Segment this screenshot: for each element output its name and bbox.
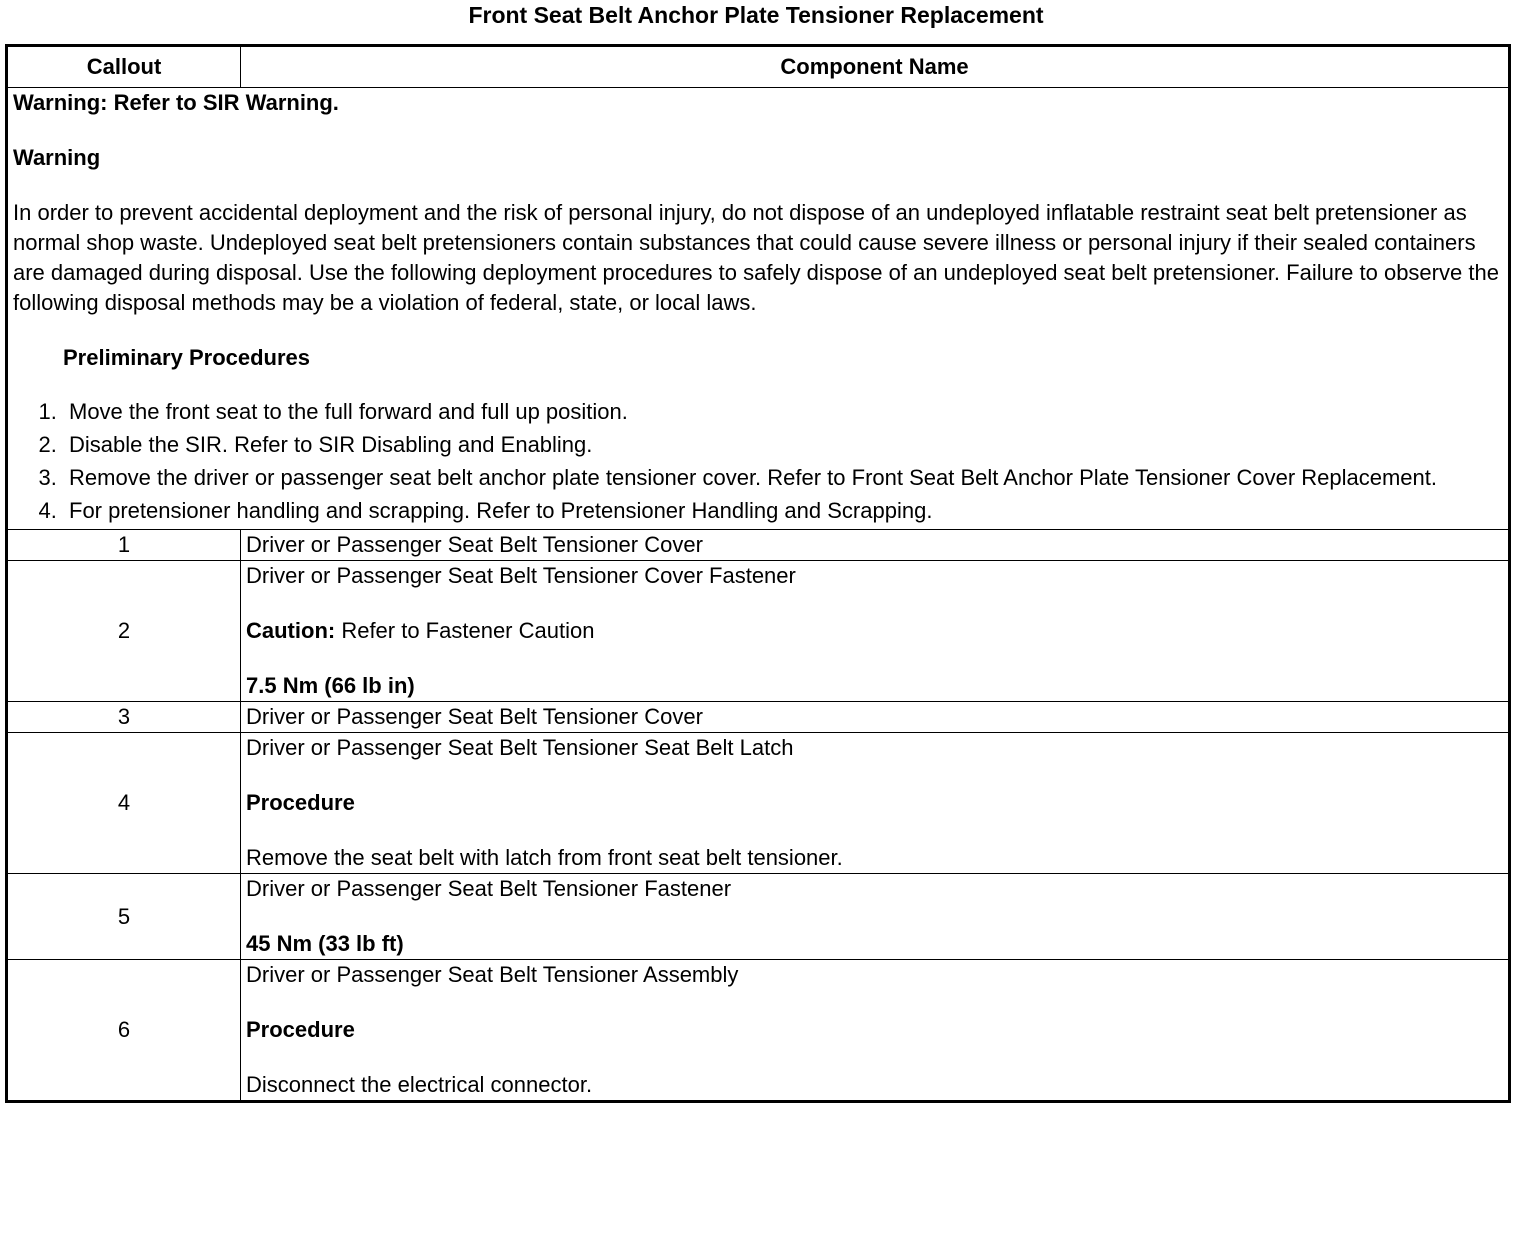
component-name: Driver or Passenger Seat Belt Tensioner Seat Belt Latch: [246, 735, 794, 760]
component-name-cell: [241, 561, 1510, 702]
caution-note: [246, 616, 1503, 646]
component-name-cell: [241, 733, 1510, 874]
callout-number: 1: [7, 530, 241, 561]
component-name-cell: [241, 960, 1510, 1102]
page-title: Front Seat Belt Anchor Plate Tensioner Replacement: [468, 2, 1044, 28]
torque-spec: 45 Nm (33 lb ft): [246, 931, 404, 956]
table-row: [7, 874, 1510, 960]
component-name-cell: [241, 530, 1510, 561]
table-row: [7, 530, 1510, 561]
callout-number: 2: [7, 561, 241, 702]
callout-column-header: Callout: [7, 46, 241, 88]
step-item: 1. Move the front seat to the full forward and full up position.: [63, 397, 1503, 427]
caution-label: Caution:: [246, 618, 336, 643]
component-name: Driver or Passenger Seat Belt Tensioner Assembly: [246, 962, 739, 987]
component-name-cell: [241, 702, 1510, 733]
component-name: Driver or Passenger Seat Belt Tensioner Cover: [246, 704, 703, 729]
callout-number: 3: [7, 702, 241, 733]
intro-cell: [7, 88, 1510, 530]
step-item: 4. For pretensioner handling and scrapping. Refer to Pretensioner Handling and Scrapping.: [63, 496, 1503, 526]
warning-reference: Warning: Refer to SIR Warning.: [13, 90, 339, 115]
table-row: [7, 561, 1510, 702]
table-row: [7, 960, 1510, 1102]
callout-number: 4: [7, 733, 241, 874]
callout-number: 6: [7, 960, 241, 1102]
procedure-text: Disconnect the electrical connector.: [246, 1072, 593, 1097]
component-name-cell: [241, 874, 1510, 960]
step-item: 2. Disable the SIR. Refer to SIR Disabling and Enabling.: [63, 430, 1503, 460]
caution-text: Refer to Fastener Caution: [335, 618, 595, 643]
table-row: [7, 702, 1510, 733]
component-table: [5, 44, 1511, 1103]
procedure-heading: Procedure: [246, 790, 355, 815]
callout-number: 5: [7, 874, 241, 960]
preliminary-steps-list: [13, 397, 1503, 526]
preliminary-procedures-heading: Preliminary Procedures: [63, 345, 311, 370]
step-item: 3. Remove the driver or passenger seat belt anchor plate tensioner cover. Refer to Front Seat Belt Anchor Plate Tensioner Cover Replacement.: [63, 463, 1503, 493]
procedure-heading: Procedure: [246, 1017, 355, 1042]
warning-text: In order to prevent accidental deployment and the risk of personal injury, do not dispose of an undeployed inflatable restraint seat belt pretensioner as normal shop waste. Undeployed seat belt pretensioners contain substances that could cause severe illness or personal injury if their sealed containers are damaged during disposal. Use the following deployment procedures to safely dispose of an undeployed seat belt pretensioner. Failure to observe the following disposal methods may be a violation of federal, state, or local laws.: [13, 200, 1499, 315]
table-row: [7, 733, 1510, 874]
procedure-text: Remove the seat belt with latch from front seat belt tensioner.: [246, 845, 843, 870]
intro-row: [7, 88, 1510, 530]
component-name: Driver or Passenger Seat Belt Tensioner Cover Fastener: [246, 563, 796, 588]
component-name-column-header: Component Name: [241, 46, 1510, 88]
torque-spec: 7.5 Nm (66 lb in): [246, 673, 415, 698]
component-name: Driver or Passenger Seat Belt Tensioner Cover: [246, 532, 703, 557]
table-header-row: [7, 46, 1510, 88]
warning-heading: Warning: [13, 145, 101, 170]
component-name: Driver or Passenger Seat Belt Tensioner Fastener: [246, 876, 732, 901]
